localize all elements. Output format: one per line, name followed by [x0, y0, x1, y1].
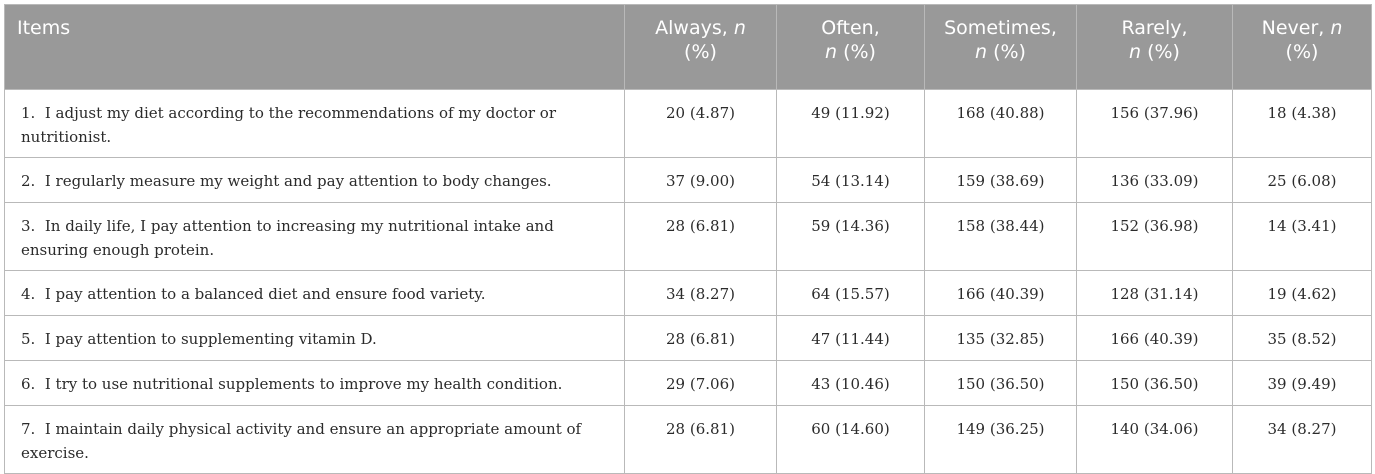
- value-sometimes: 149 (36.25): [925, 406, 1077, 474]
- header-items: Items: [5, 5, 625, 90]
- header-sometimes: Sometimes, n (%): [925, 5, 1077, 90]
- value-never: 19 (4.62): [1233, 271, 1372, 316]
- value-often: 60 (14.60): [777, 406, 925, 474]
- value-rarely: 152 (36.98): [1077, 203, 1233, 271]
- table-row: [5, 90, 1372, 158]
- survey-table: [4, 4, 1372, 474]
- header-never: Never, n (%): [1233, 5, 1372, 90]
- value-never: 18 (4.38): [1233, 90, 1372, 158]
- value-never: 35 (8.52): [1233, 316, 1372, 361]
- item-text: 5. I pay attention to supplementing vitamin D.: [5, 316, 625, 361]
- item-text: 6. I try to use nutritional supplements to improve my health condition.: [5, 361, 625, 406]
- table-row: [5, 316, 1372, 361]
- value-sometimes: 158 (38.44): [925, 203, 1077, 271]
- value-always: 20 (4.87): [625, 90, 777, 158]
- value-always: 37 (9.00): [625, 158, 777, 203]
- value-sometimes: 168 (40.88): [925, 90, 1077, 158]
- value-never: 34 (8.27): [1233, 406, 1372, 474]
- value-often: 47 (11.44): [777, 316, 925, 361]
- value-rarely: 128 (31.14): [1077, 271, 1233, 316]
- item-text: 1. I adjust my diet according to the recommendations of my doctor or nutritionist.: [5, 90, 625, 158]
- value-always: 28 (6.81): [625, 203, 777, 271]
- header-often: Often, n (%): [777, 5, 925, 90]
- table-row: [5, 361, 1372, 406]
- value-often: 49 (11.92): [777, 90, 925, 158]
- value-always: 34 (8.27): [625, 271, 777, 316]
- item-text: 3. In daily life, I pay attention to increasing my nutritional intake and ensuring enough protein.: [5, 203, 625, 271]
- table-row: [5, 406, 1372, 474]
- item-text: 7. I maintain daily physical activity and ensure an appropriate amount of exercise.: [5, 406, 625, 474]
- value-sometimes: 159 (38.69): [925, 158, 1077, 203]
- value-sometimes: 166 (40.39): [925, 271, 1077, 316]
- value-always: 28 (6.81): [625, 406, 777, 474]
- value-never: 14 (3.41): [1233, 203, 1372, 271]
- value-sometimes: 135 (32.85): [925, 316, 1077, 361]
- table-row: [5, 158, 1372, 203]
- table-row: [5, 271, 1372, 316]
- value-often: 54 (13.14): [777, 158, 925, 203]
- header-always: Always, n (%): [625, 5, 777, 90]
- item-text: 4. I pay attention to a balanced diet and ensure food variety.: [5, 271, 625, 316]
- header-row: [5, 5, 1372, 90]
- header-rarely: Rarely, n (%): [1077, 5, 1233, 90]
- item-text: 2. I regularly measure my weight and pay attention to body changes.: [5, 158, 625, 203]
- value-never: 25 (6.08): [1233, 158, 1372, 203]
- value-rarely: 150 (36.50): [1077, 361, 1233, 406]
- value-often: 43 (10.46): [777, 361, 925, 406]
- value-rarely: 140 (34.06): [1077, 406, 1233, 474]
- value-never: 39 (9.49): [1233, 361, 1372, 406]
- value-often: 59 (14.36): [777, 203, 925, 271]
- value-rarely: 166 (40.39): [1077, 316, 1233, 361]
- value-always: 29 (7.06): [625, 361, 777, 406]
- value-often: 64 (15.57): [777, 271, 925, 316]
- value-rarely: 156 (37.96): [1077, 90, 1233, 158]
- value-rarely: 136 (33.09): [1077, 158, 1233, 203]
- value-sometimes: 150 (36.50): [925, 361, 1077, 406]
- value-always: 28 (6.81): [625, 316, 777, 361]
- table-row: [5, 203, 1372, 271]
